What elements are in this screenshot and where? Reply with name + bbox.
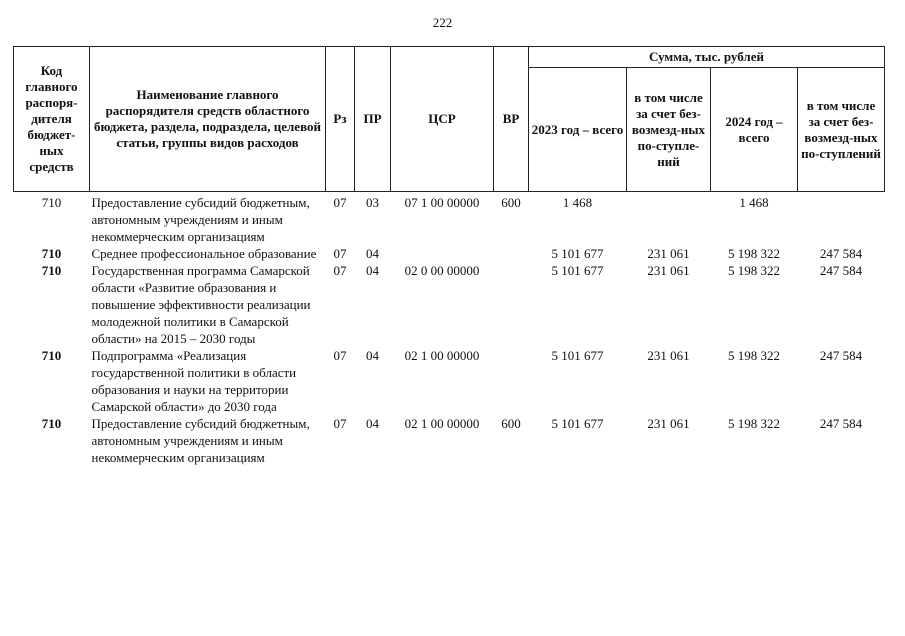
row-code: 710 (41, 416, 62, 431)
row-name: Предоставление субсидий бюджетным, автономным учреждениям и иным некоммерческим организациям (91, 195, 310, 244)
row-vr (494, 245, 529, 262)
header-2023-total: 2023 год – всего (529, 68, 627, 192)
table-row (14, 262, 885, 347)
row-2023-total: 5 101 677 (551, 263, 604, 278)
header-2023-gratuitous: в том числе за счет без-возмезд-ных по-ступле-ний (627, 68, 711, 192)
row-2023-gratuitous (627, 192, 711, 246)
header-csr: ЦСР (391, 47, 494, 192)
row-2024-gratuitous: 247 584 (819, 246, 863, 261)
row-2024-gratuitous (798, 192, 885, 246)
row-2023-gratuitous: 231 061 (647, 263, 690, 278)
header-2024-total: 2024 год – всего (711, 68, 798, 192)
row-code: 710 (41, 263, 62, 278)
header-name: Наимеиование главного распорядителя средств областного бюджета, раздела, подраздела, целевой статьи, группы видов расходов (90, 47, 326, 192)
row-rz: 07 (333, 195, 347, 210)
row-2024-total: 5 198 322 (728, 416, 780, 431)
row-vr (494, 262, 529, 347)
row-2024-total: 5 198 322 (728, 246, 780, 261)
table-row (14, 415, 885, 466)
table-row (14, 347, 885, 415)
table-row (14, 245, 885, 262)
row-name: Предоставление субсидий бюджетным, автономным учреждениям и иным некоммерческим организациям (91, 416, 310, 465)
row-vr: 600 (501, 416, 521, 431)
header-code: Код главного распоря-дителя бюджет-ных средств (14, 47, 90, 192)
row-vr (494, 347, 529, 415)
row-2023-total: 5 101 677 (551, 416, 604, 431)
row-name: Государственная программа Самарской области «Развитие образования и повышение эффективности реализации молодежной политики в Самарской области» на 2015 – 2030 годы (91, 263, 311, 346)
header-rz: Рз (326, 47, 355, 192)
row-name: Среднее профессиональное образование (91, 246, 317, 261)
row-2024-gratuitous: 247 584 (819, 348, 863, 363)
row-2023-total: 5 101 677 (551, 348, 604, 363)
row-vr: 600 (501, 195, 521, 210)
row-csr (391, 245, 494, 262)
row-2023-gratuitous: 231 061 (647, 348, 690, 363)
row-2024-total: 5 198 322 (728, 263, 780, 278)
budget-table (13, 46, 885, 466)
row-pr: 04 (366, 348, 379, 363)
header-pr: ПР (355, 47, 391, 192)
table-row (14, 192, 885, 246)
header-sum-group: Сумма, тыс. рублей (529, 47, 885, 68)
row-rz: 07 (333, 263, 347, 278)
row-2024-total: 1 468 (739, 195, 769, 210)
row-csr: 02 1 00 00000 (404, 348, 480, 363)
row-code: 710 (41, 246, 62, 261)
row-csr: 02 0 00 00000 (404, 263, 480, 278)
row-csr: 07 1 00 00000 (404, 195, 480, 210)
row-2023-total: 1 468 (562, 195, 593, 210)
row-2024-total: 5 198 322 (728, 348, 780, 363)
row-pr: 04 (366, 263, 379, 278)
table-header (14, 47, 885, 192)
row-pr: 04 (366, 246, 379, 261)
row-rz: 07 (333, 348, 347, 363)
page-number: 222 (432, 15, 453, 30)
row-csr: 02 1 00 00000 (404, 416, 480, 431)
row-name: Подпрограмма «Реализация государственной политики в области образования и науки на территории Самарской области» до 2030 года (91, 348, 297, 414)
header-2024-gratuitous: в том числе за счет без-возмезд-ных по-ступлений (798, 68, 885, 192)
row-rz: 07 (333, 246, 347, 261)
row-2024-gratuitous: 247 584 (819, 416, 863, 431)
row-2023-gratuitous: 231 061 (647, 246, 690, 261)
row-code: 710 (41, 195, 62, 210)
row-pr: 04 (366, 416, 379, 431)
row-pr: 03 (366, 195, 379, 210)
row-2023-total: 5 101 677 (551, 246, 604, 261)
row-rz: 07 (333, 416, 347, 431)
table-body (14, 192, 885, 467)
row-2024-gratuitous: 247 584 (819, 263, 863, 278)
row-code: 710 (41, 348, 62, 363)
header-vr: ВР (494, 47, 529, 192)
row-2023-gratuitous: 231 061 (647, 416, 690, 431)
